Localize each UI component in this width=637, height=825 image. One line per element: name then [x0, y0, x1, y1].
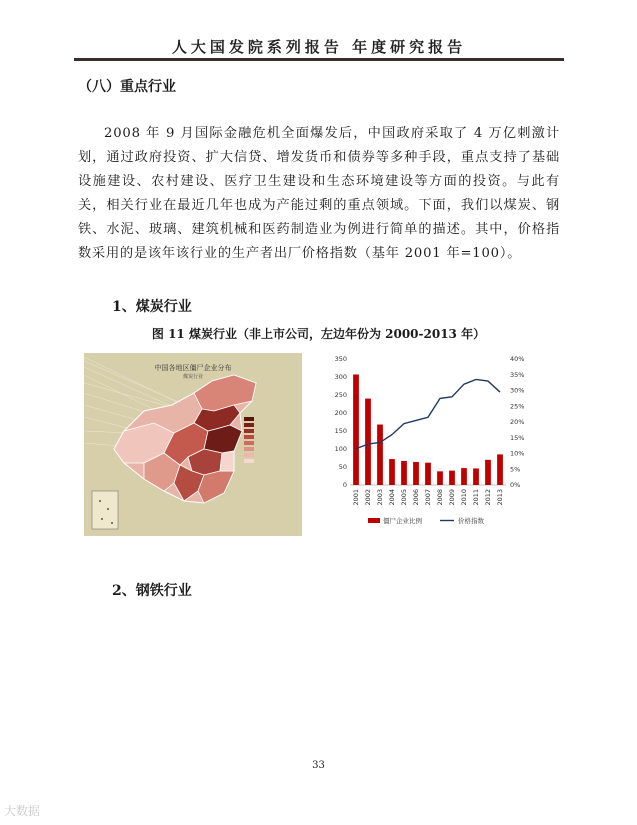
- header-rule: [74, 58, 564, 61]
- map-subtitle: 煤炭行业: [182, 374, 203, 380]
- bar: [485, 460, 491, 485]
- report-header: 人大国发院系列报告 年度研究报告: [171, 38, 467, 56]
- chart-svg: [322, 351, 538, 536]
- x-tick-label: 2013: [496, 489, 504, 506]
- y-right-tick-label: 35%: [510, 370, 525, 379]
- figure-caption: 图 11 煤炭行业（非上市公司，左边年份为 2000-2013 年）: [151, 327, 486, 341]
- y-left-tick-label: 50: [338, 463, 347, 471]
- x-tick-label: 2001: [352, 489, 360, 506]
- bar: [437, 471, 443, 485]
- watermark: 大数据: [4, 804, 41, 818]
- bar: [425, 463, 431, 485]
- y-left-tick-label: 100: [334, 445, 347, 453]
- bar: [365, 399, 371, 485]
- bar: [401, 461, 407, 485]
- china-map-figure: [84, 353, 302, 536]
- subsection-coal-title: 1、煤炭行业: [112, 299, 192, 315]
- bar: [413, 462, 419, 485]
- x-tick-label: 2009: [448, 489, 456, 506]
- x-tick-label: 2011: [472, 489, 480, 506]
- x-tick-label: 2008: [436, 489, 444, 506]
- x-tick-label: 2010: [460, 489, 468, 506]
- y-right-tick-label: 40%: [510, 355, 525, 363]
- y-right-tick-label: 5%: [510, 465, 521, 474]
- x-tick-label: 2002: [364, 489, 372, 506]
- y-right-tick-label: 30%: [510, 386, 525, 395]
- bar: [377, 425, 383, 485]
- bar: [449, 471, 455, 485]
- x-tick-label: 2007: [424, 489, 432, 506]
- bar: [353, 374, 359, 485]
- section-title: （八）重点行业: [78, 79, 176, 95]
- y-left-tick-label: 250: [334, 391, 347, 399]
- legend-line-label: 价格指数: [458, 517, 484, 525]
- bar: [461, 468, 467, 485]
- legend-bar-label: 僵尸企业比例: [383, 517, 422, 525]
- bar: [497, 454, 503, 485]
- bar: [473, 468, 479, 485]
- y-left-tick-label: 200: [334, 409, 347, 417]
- china-map-graphic: [84, 353, 302, 536]
- bar: [389, 459, 395, 485]
- y-left-tick-label: 300: [334, 373, 347, 381]
- y-left-tick-label: 350: [334, 355, 347, 363]
- y-right-tick-label: 20%: [510, 418, 525, 426]
- y-right-tick-label: 15%: [510, 433, 525, 442]
- subsection-steel-title: 2、钢铁行业: [112, 583, 192, 599]
- legend-bar-swatch: [368, 518, 380, 523]
- x-tick-label: 2012: [484, 489, 492, 506]
- x-tick-label: 2006: [412, 489, 420, 506]
- y-left-tick-label: 150: [334, 427, 347, 435]
- y-right-tick-label: 0%: [510, 481, 521, 489]
- x-tick-label: 2005: [400, 489, 408, 506]
- x-tick-label: 2004: [388, 489, 396, 506]
- y-right-tick-label: 10%: [510, 449, 525, 458]
- map-title: 中国各地区僵尸企业分布: [154, 364, 232, 372]
- body-paragraph: 2008 年 9 月国际金融危机全面爆发后，中国政府采取了 4 万亿刺激计划，通过政府投资、扩大信贷、增发货币和债券等多种手段，重点支持了基础设施建设、农村建设、医疗卫生建设和生态环境建设等方面的投资。与此有关，相关行业在最近几年也成为产能过剩的重点领域。下面，我们以煤炭、钢铁、水泥、玻璃、建筑机械和医药制造业为例进行简单的描述。其中，价格指数采用的是该年该行业的生产者出厂价格指数（基年 2001 年=100）。: [78, 126, 560, 261]
- x-tick-label: 2003: [376, 489, 384, 506]
- coal-industry-chart: [322, 351, 538, 536]
- y-right-tick-label: 25%: [510, 402, 525, 411]
- y-left-tick-label: 0: [342, 481, 347, 489]
- page-number: 33: [312, 760, 325, 771]
